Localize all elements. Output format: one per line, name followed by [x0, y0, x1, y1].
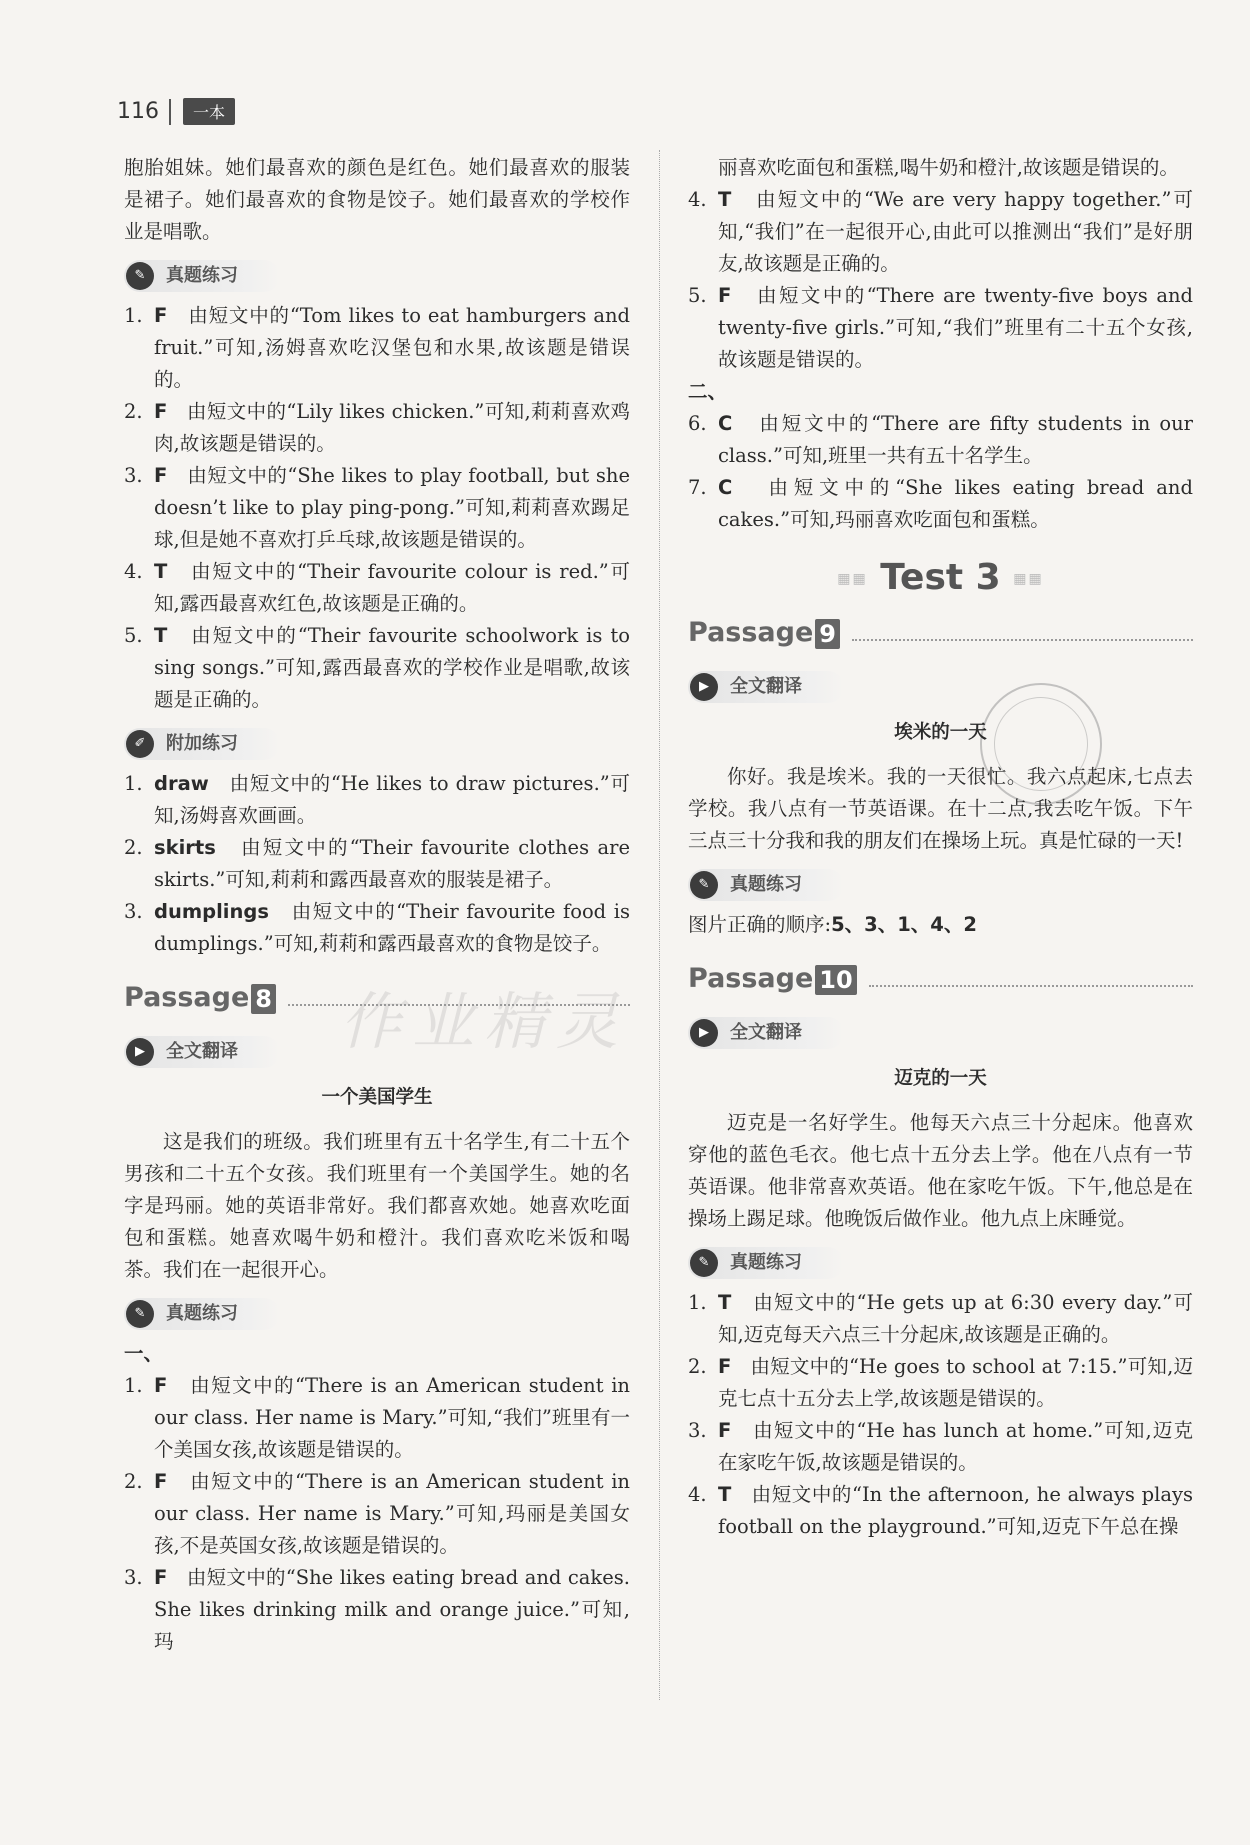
list-item: 3. dumplings 由短文中的“Their favourite food is dumplings.”可知,莉莉和露西最喜欢的食物是饺子。: [124, 900, 630, 955]
list-item: 4. T 由短文中的“We are very happy together.”可知,“我们”在一起很开心,由此可以推测出“我们”是好朋友,故该题是正确的。: [688, 188, 1193, 275]
play-icon: ▶: [690, 673, 718, 701]
section-label: 真题练习: [730, 874, 802, 895]
play-icon: ▶: [126, 1038, 154, 1066]
p8-list: [124, 1370, 630, 1658]
section-label: 全文翻译: [730, 1022, 802, 1043]
section-header-fujia: [124, 728, 280, 760]
passage-title: 迈克的一天: [894, 1068, 987, 1089]
passage-body: 迈克是一名好学生。他每天六点三十分起床。他喜欢穿他的蓝色毛衣。他七点十五分去上学。他在八点有一节英语课。他非常喜欢英语。他在家吃午饭。下午,他总是在操场上踢足球。他晚饭后做作业。他九点上床睡觉。: [688, 1111, 1193, 1230]
list-item: 2. skirts 由短文中的“Their favourite clothes are skirts.”可知,莉莉和露西最喜欢的服装是裙子。: [124, 836, 630, 891]
practice-list: [124, 300, 630, 716]
list-item: 2. F 由短文中的“There is an American student in our class. Her name is Mary.”可知,玛丽是美国女孩,不是英国女孩,故该题是错误的。: [124, 1470, 630, 1557]
play-icon: ▶: [690, 1019, 718, 1047]
passage-8-header: [124, 982, 630, 1014]
section-header-quanwen: [688, 1017, 844, 1049]
list-item: 3. F 由短文中的“She likes to play football, but she doesn’t like to play ping-pong.”可知,莉莉喜欢踢足球,但是她不喜欢打乒乓球,故该题是错误的。: [124, 464, 630, 551]
passage-number: 8: [251, 984, 276, 1014]
dotted-rule: [288, 1004, 630, 1006]
passage-9-header: [688, 617, 1193, 649]
list-item: 1. F 由短文中的“There is an American student in our class. Her name is Mary.”可知,“我们”班里有一个美国女孩,故该题是错误的。: [124, 1374, 630, 1461]
section-header-quanwen: [688, 671, 844, 703]
list-item: 2. F 由短文中的“He goes to school at 7:15.”可知,迈克七点十五分去上学,故该题是错误的。: [688, 1355, 1193, 1410]
list-item: 5. T 由短文中的“Their favourite schoolwork is to sing songs.”可知,露西最喜欢的学校作业是唱歌,故该题是正确的。: [124, 624, 630, 711]
section-label: 附加练习: [166, 733, 238, 754]
passage-word: Passage: [688, 617, 814, 648]
pencil-icon: ✎: [690, 1249, 718, 1277]
passage-word: Passage: [688, 963, 814, 994]
section-label: 真题练习: [166, 1303, 238, 1324]
section-label: 全文翻译: [166, 1041, 238, 1062]
decoration-right: ▦▦: [1013, 571, 1044, 587]
passage-body: 你好。我是埃米。我的一天很忙。我六点起床,七点去学校。我八点有一节英语课。在十二点,我去吃午饭。下午三点三十分我和我的朋友们在操场上玩。真是忙碌的一天!: [688, 765, 1193, 852]
pencil-icon: ✎: [126, 262, 154, 290]
list-item: 3. F 由短文中的“She likes eating bread and cakes. She likes drinking milk and orange juice.”可知,玛: [124, 1566, 630, 1653]
list-item: 4. T 由短文中的“Their favourite colour is red.”可知,露西最喜欢红色,故该题是正确的。: [124, 560, 630, 615]
section-label: 真题练习: [730, 1252, 802, 1273]
list-item: 6. C 由短文中的“There are fifty students in our class.”可知,班里一共有五十名学生。: [688, 412, 1193, 467]
test-title: Test 3: [880, 557, 1001, 598]
section-header-zhenti: [124, 260, 280, 292]
watermark: 作业精灵: [340, 985, 629, 1058]
passage-word: Passage: [124, 982, 250, 1013]
header-separator: [169, 99, 171, 125]
section-label: 真题练习: [166, 265, 238, 286]
part-label: 一、: [124, 1342, 164, 1365]
p10-list: [688, 1287, 1193, 1543]
part-label: 二、: [688, 380, 728, 403]
continued-text: 丽喜欢吃面包和蛋糕,喝牛奶和橙汁,故该题是错误的。: [718, 156, 1179, 179]
list-item: 1. F 由短文中的“Tom likes to eat hamburgers and fruit.”可知,汤姆喜欢吃汉堡包和水果,故该题是错误的。: [124, 304, 630, 391]
list-item: 2. F 由短文中的“Lily likes chicken.”可知,莉莉喜欢鸡肉,故该题是错误的。: [124, 400, 630, 455]
decoration-left: ▦▦: [837, 571, 868, 587]
right-column: [688, 152, 1193, 1543]
section-label: 全文翻译: [730, 676, 802, 697]
brand-logo: 一本: [183, 98, 235, 125]
page-header: [117, 98, 235, 125]
section-header-quanwen: [124, 1036, 280, 1068]
column-divider: [659, 150, 660, 1700]
extra-list: [124, 768, 630, 960]
section-header-zhenti: [688, 869, 844, 901]
dotted-rule: [869, 985, 1193, 987]
passage-title: 一个美国学生: [321, 1087, 433, 1108]
list-item: 3. F 由短文中的“He has lunch at home.”可知,迈克在家吃午饭,故该题是错误的。: [688, 1419, 1193, 1474]
passage-title: 埃米的一天: [894, 722, 987, 743]
section-header-zhenti: [124, 1298, 280, 1330]
passage-body: 这是我们的班级。我们班里有五十名学生,有二十五个男孩和二十五个女孩。我们班里有一个美国学生。她的名字是玛丽。她的英语非常好。我们都喜欢她。她喜欢吃面包和蛋糕。她喜欢喝牛奶和橙汁。我们喜欢吃米饭和喝茶。我们在一起很开心。: [124, 1130, 630, 1281]
list-item: 1. draw 由短文中的“He likes to draw pictures.”可知,汤姆喜欢画画。: [124, 772, 630, 827]
list-item: 5. F 由短文中的“There are twenty-five boys and twenty-five girls.”可知,“我们”班里有二十五个女孩,故该题是错误的。: [688, 284, 1193, 371]
list-item: 7. C 由短文中的“She likes eating bread and cakes.”可知,玛丽喜欢吃面包和蛋糕。: [688, 476, 1193, 531]
list-item: 1. T 由短文中的“He gets up at 6:30 every day.”可知,迈克每天六点三十分起床,故该题是正确的。: [688, 1291, 1193, 1346]
passage-10-header: [688, 963, 1193, 995]
section-header-zhenti: [688, 1247, 844, 1279]
left-column: [124, 152, 630, 1658]
pen-icon: ✐: [126, 730, 154, 758]
picture-order: 图片正确的顺序:5、3、1、4、2: [688, 913, 977, 936]
passage-number: 9: [815, 619, 840, 649]
passage-number: 10: [815, 965, 856, 995]
pencil-icon: ✎: [126, 1300, 154, 1328]
page-number: 116: [117, 99, 159, 124]
test-heading: [688, 557, 1193, 598]
list-item: 4. T 由短文中的“In the afternoon, he always plays football on the playground.”可知,迈克下午总在操: [688, 1483, 1193, 1538]
pencil-icon: ✎: [690, 871, 718, 899]
intro-paragraph: 胞胎姐妹。她们最喜欢的颜色是红色。她们最喜欢的服装是裙子。她们最喜欢的食物是饺子。她们最喜欢的学校作业是唱歌。: [124, 156, 630, 243]
dotted-rule: [852, 639, 1193, 641]
